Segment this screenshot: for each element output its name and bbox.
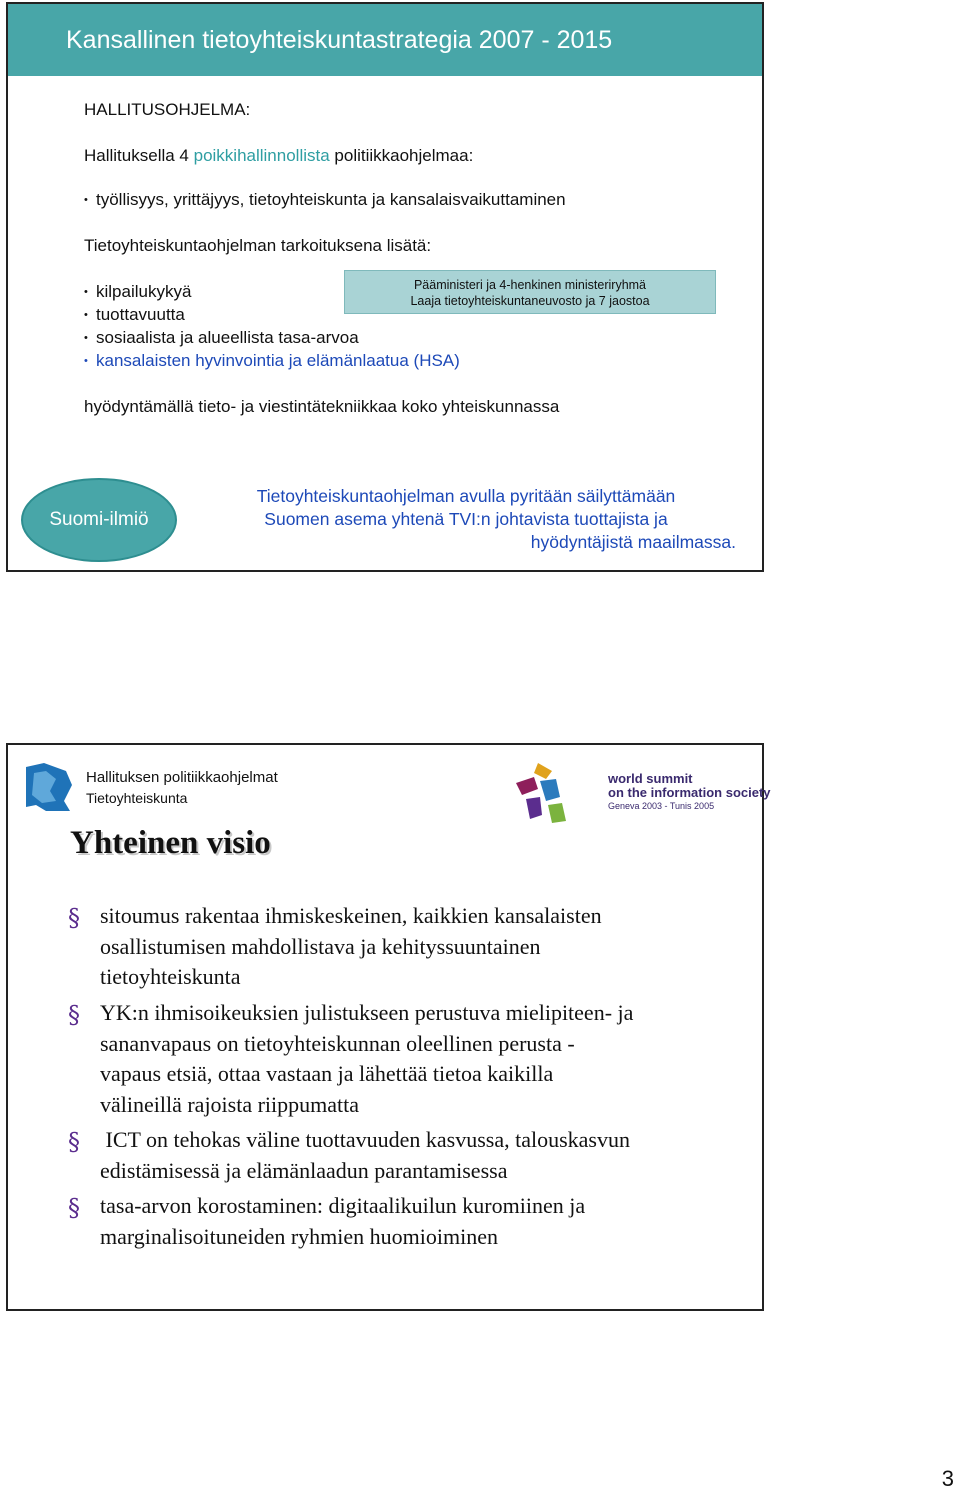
- goal-text: [196, 485, 736, 554]
- intro-suffix: politiikkaohjelmaa:: [329, 146, 474, 165]
- purpose-bullet-text: kansalaisten hyvinvointia ja elämänlaatua (HSA): [96, 351, 460, 370]
- bullet-dot-icon: •: [84, 309, 88, 321]
- purpose-bullet: [84, 328, 359, 348]
- section-sign-icon: §: [68, 1001, 80, 1029]
- logo-right-line1: world summit: [608, 771, 693, 786]
- logo-left-line2: Tietoyhteiskunta: [86, 790, 188, 806]
- oval-label: Suomi-ilmiö: [49, 509, 149, 530]
- wsis-logo: [512, 757, 771, 827]
- wsis-mark-icon: [534, 763, 552, 779]
- callout-line: Pääministeri ja 4-henkinen ministeriryhmä: [413, 278, 647, 292]
- section-sign-icon: §: [68, 904, 80, 932]
- page-number: 3: [941, 1466, 954, 1491]
- logo-right-line3: Geneva 2003 - Tunis 2005: [608, 801, 715, 811]
- section-sign-icon: §: [68, 1128, 80, 1156]
- purpose-bullet: [84, 305, 185, 325]
- vision-bullet: [68, 1125, 748, 1186]
- logo-left-line1: Hallituksen politiikkaohjelmat: [86, 769, 278, 786]
- intro-prefix: Hallituksella 4: [84, 146, 194, 165]
- suomi-ilmio-oval: [21, 478, 177, 562]
- vision-line: ICT on tehokas väline tuottavuuden kasvussa, talouskasvun: [100, 1127, 630, 1152]
- purpose-bullet-highlight: [84, 351, 460, 371]
- vision-line: tietoyhteiskunta: [100, 964, 241, 989]
- slide-common-vision: [6, 743, 771, 1311]
- intro-highlight: poikkihallinnollista: [193, 146, 330, 165]
- program-bullet: [84, 190, 566, 210]
- program-bullet-text: työllisyys, yrittäjyys, tietoyhteiskunta ja kansalaisvaikuttaminen: [96, 190, 566, 209]
- vision-line: YK:n ihmisoikeuksien julistukseen perustuva mielipiteen- ja: [100, 1000, 634, 1025]
- vision-bullet: [68, 1191, 748, 1252]
- vision-bullet: [68, 901, 748, 993]
- goal-line: Tietoyhteiskuntaohjelman avulla pyritään säilyttämään: [256, 486, 676, 506]
- intro-line: [84, 146, 473, 166]
- bullet-dot-icon: •: [84, 286, 88, 298]
- purpose-heading: Tietoyhteiskuntaohjelman tarkoituksena lisätä:: [84, 236, 432, 255]
- vision-line: sananvapaus on tietoyhteiskunnan oleellinen perusta -: [100, 1030, 575, 1056]
- purpose-bullet-text: kilpailukykyä: [96, 282, 192, 301]
- section-sign-icon: §: [68, 1194, 80, 1222]
- callout-line: Laaja tietoyhteiskuntaneuvosto ja 7 jaostoa: [410, 294, 650, 308]
- politiikkaohjelmat-logo: [26, 761, 278, 813]
- purpose-bullet: [84, 282, 191, 302]
- vision-line: tasa-arvon korostaminen: digitaalikuilun kuromiinen ja: [100, 1193, 586, 1218]
- bullet-dot-icon: •: [84, 194, 88, 206]
- logo-right-line2: on the information society: [608, 785, 771, 800]
- vision-line: vapaus etsiä, ottaa vastaan ja lähettää tietoa kaikilla: [100, 1061, 554, 1086]
- goal-line: Suomen asema yhtenä TVI:n johtavista tuottajista ja: [264, 509, 668, 529]
- vision-title: Yhteinen visio: [70, 825, 271, 861]
- purpose-bullet-text: tuottavuutta: [96, 305, 185, 324]
- governance-callout: [344, 270, 716, 314]
- vision-line: sitoumus rakentaa ihmiskeskeinen, kaikkien kansalaisten: [100, 903, 602, 928]
- goal-line: hyödyntäjistä maailmassa.: [530, 532, 736, 552]
- bullet-dot-icon: •: [84, 332, 88, 344]
- vision-line: marginalisoituneiden ryhmien huomioiminen: [100, 1223, 498, 1249]
- vision-line: osallistumisen mahdollistava ja kehityssuuntainen: [100, 933, 541, 959]
- vision-line: välineillä rajoista riippumatta: [100, 1091, 360, 1117]
- heading-hallitusohjelma: HALLITUSOHJELMA:: [84, 100, 251, 119]
- vision-line: edistämisessä ja elämänlaadun parantamisessa: [100, 1157, 508, 1183]
- slide-strategy: [6, 2, 764, 572]
- method-line: hyödyntämällä tieto- ja viestintätekniikkaa koko yhteiskunnassa: [84, 397, 560, 416]
- purpose-bullet-text: sosiaalista ja alueellista tasa-arvoa: [96, 328, 359, 347]
- bullet-dot-icon: •: [84, 355, 88, 367]
- slide-title: Kansallinen tietoyhteiskuntastrategia 2007 - 2015: [8, 4, 762, 76]
- vision-bullet: [68, 998, 748, 1120]
